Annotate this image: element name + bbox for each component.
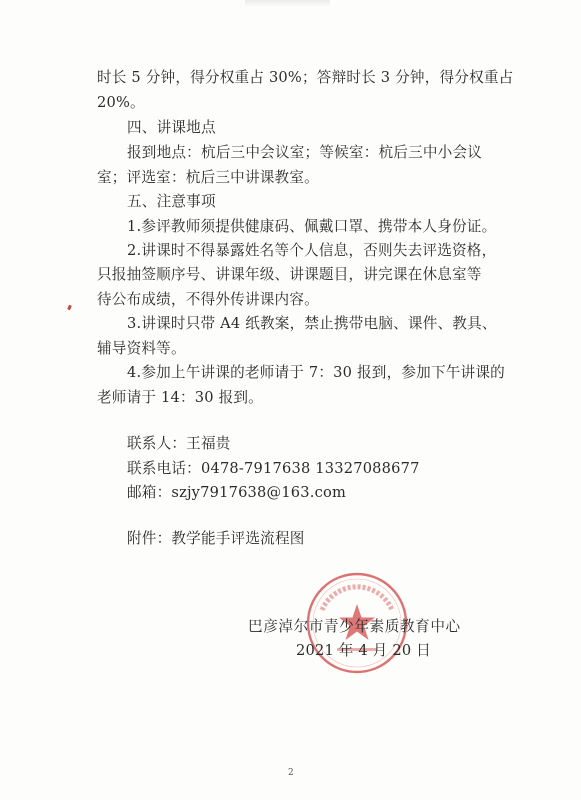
body-line: 老师请于 14：30 报到。: [97, 389, 263, 406]
body-line: 只报抽签顺序号、讲课年级、讲课题目，讲完课在休息室等: [97, 266, 482, 283]
section-heading-notes: 五、注意事项: [127, 193, 216, 210]
note-item-3: 3.讲课时只带 A4 纸教案，禁止携带电脑、课件、教具、: [127, 315, 497, 332]
body-line: 室；评选室：杭后三中讲课教室。: [97, 169, 319, 186]
note-item-1: 1.参评教师须提供健康码、佩戴口罩、携带本人身份证。: [127, 218, 497, 235]
attachment-note: 附件：教学能手评选流程图: [127, 530, 305, 547]
body-line: 待公布成绩，不得外传讲课内容。: [97, 291, 319, 308]
body-line: 20%。: [97, 94, 145, 111]
contact-person: 联系人：王福贵: [127, 435, 231, 452]
page-number: 2: [288, 768, 294, 778]
body-line: 辅导资料等。: [97, 340, 186, 357]
red-ink-mark: [67, 305, 72, 311]
note-item-4: 4.参加上午讲课的老师请于 7：30 报到，参加下午讲课的: [127, 364, 505, 381]
section-heading-location: 四、讲课地点: [127, 119, 216, 136]
note-item-2: 2.讲课时不得暴露姓名等个人信息，否则失去评选资格，: [127, 242, 497, 259]
scan-smudge: [245, 0, 330, 7]
contact-phone: 联系电话：0478-7917638 13327088677: [127, 460, 420, 477]
contact-email: 邮箱：szjy7917638@163.com: [127, 484, 347, 501]
issue-date: 2021 年 4 月 20 日: [296, 642, 431, 659]
body-line: 时长 5 分钟，得分权重占 30%；答辩时长 3 分钟，得分权重占: [97, 69, 514, 86]
body-line: 报到地点：杭后三中会议室；等候室：杭后三中小会议: [127, 144, 483, 161]
issuing-organization: 巴彦淖尔市青少年素质教育中心: [248, 618, 461, 635]
